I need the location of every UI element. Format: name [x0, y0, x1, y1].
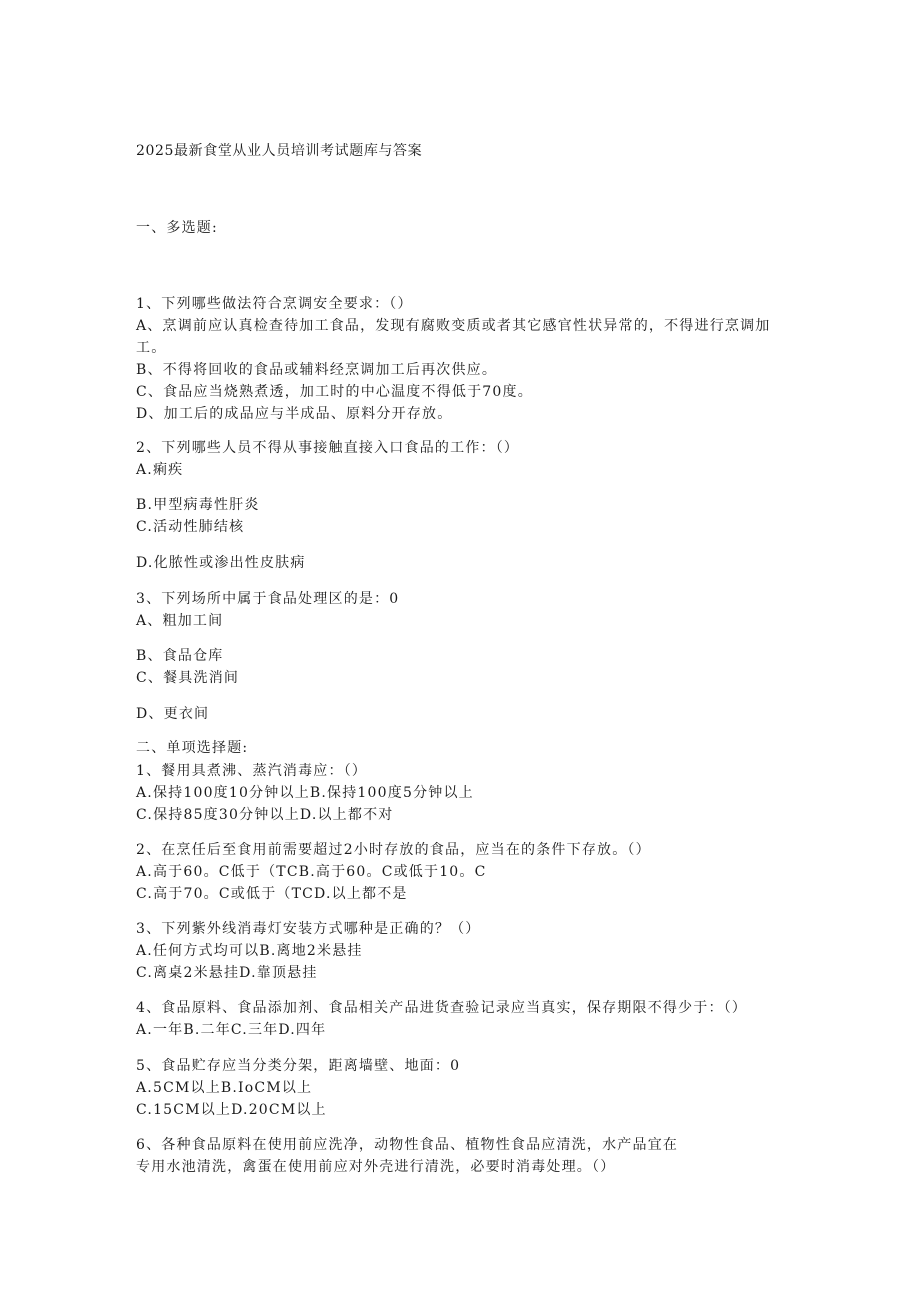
question-option: C.高于70。C或低于（TCD.以上都不是	[136, 886, 408, 902]
question-stem: 2、下列哪些人员不得从事接触直接入口食品的工作：（）	[136, 440, 520, 456]
question-option: 专用水池清洗，禽蛋在使用前应对外壳进行清洗，必要时消毒处理。（）	[136, 1159, 616, 1175]
question-stem: 3、下列紫外线消毒灯安装方式哪种是正确的？（）	[136, 921, 481, 937]
question-option: 工。	[136, 340, 167, 356]
question-option: C、餐具洗消间	[136, 670, 240, 686]
question-option: A.任何方式均可以B.离地2米悬挂	[136, 943, 363, 959]
question-stem: 1、下列哪些做法符合烹调安全要求：（）	[136, 296, 413, 312]
question-option: B.甲型病毒性肝炎	[136, 497, 260, 513]
question-option: A.5CM以上B.IoCM以上	[136, 1080, 313, 1096]
question-option: C.活动性肺结核	[136, 519, 245, 535]
section-heading-multiple-choice: 一、多选题:	[136, 220, 218, 236]
question-option: C.离桌2米悬挂D.靠顶悬挂	[136, 965, 318, 981]
question-option: D.化脓性或渗出性皮肤病	[136, 555, 306, 571]
question-option: A、粗加工间	[136, 613, 224, 629]
question-stem: 2、在烹任后至食用前需要超过2小时存放的食品，应当在的条件下存放。（）	[136, 842, 651, 858]
question-option: A.痢疾	[136, 462, 184, 478]
question-option: B、食品仓库	[136, 648, 224, 664]
question-option: A.保持100度10分钟以上B.保持100度5分钟以上	[136, 785, 474, 801]
question-option: C、食品应当烧熟煮透，加工时的中心温度不得低于70度。	[136, 384, 533, 400]
document-title: 2025最新食堂从业人员培训考试题库与答案	[136, 143, 423, 159]
question-option: C.15CM以上D.20CM以上	[136, 1102, 327, 1118]
question-option: D、加工后的成品应与半成品、原料分开存放。	[136, 406, 453, 422]
question-stem: 6、各种食品原料在使用前应洗净，动物性食品、植物性食品应清洗，水产品宜在	[136, 1137, 679, 1153]
question-stem: 1、餐用具煮沸、蒸汽消毒应：（）	[136, 763, 368, 779]
section-heading-single-choice: 二、单项选择题:	[136, 740, 249, 756]
question-stem: 3、下列场所中属于食品处理区的是：0	[136, 591, 400, 607]
question-option: C.保持85度30分钟以上D.以上都不对	[136, 807, 394, 823]
question-option: A.一年B.二年C.三年D.四年	[136, 1022, 327, 1038]
question-stem: 4、食品原料、食品添加剂、食品相关产品进货查验记录应当真实，保存期限不得少于：（）	[136, 1000, 748, 1016]
question-option: D、更衣间	[136, 706, 210, 722]
question-option: A、烹调前应认真检查待加工食品，发现有腐败变质或者其它感官性状异常的，不得进行烹调加	[136, 318, 771, 334]
question-stem: 5、食品贮存应当分类分架，距离墙壁、地面：0	[136, 1058, 461, 1074]
question-option: A.高于60。C低于（TCB.高于60。C或低于10。C	[136, 864, 487, 880]
question-option: B、不得将回收的食品或辅料经烹调加工后再次供应。	[136, 362, 498, 378]
